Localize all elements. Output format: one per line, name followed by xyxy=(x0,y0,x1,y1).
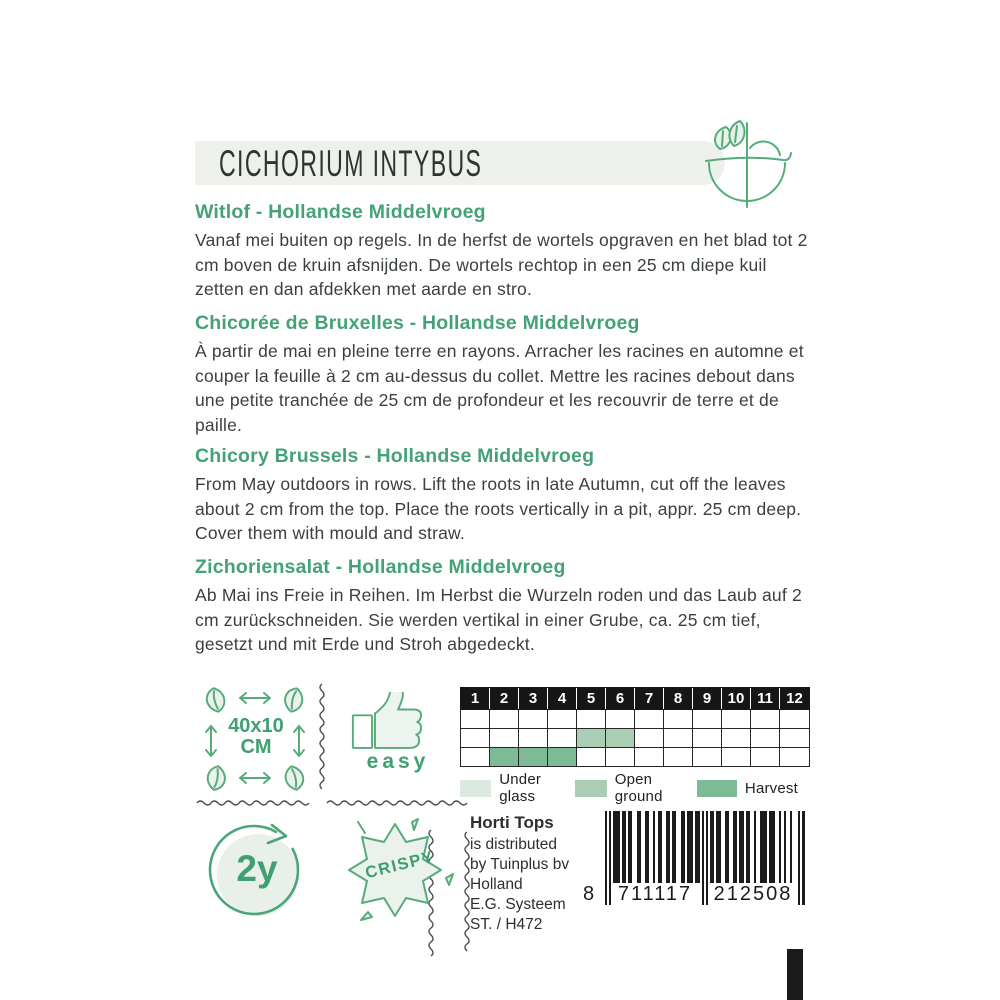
barcode-bar xyxy=(660,811,662,883)
barcode-bar xyxy=(683,811,685,883)
calendar-cell xyxy=(606,748,635,766)
calendar-month-cell: 3 xyxy=(519,688,548,709)
section-nl-title: Witlof - Hollandse Middelvroeg xyxy=(195,201,486,223)
barcode-digit-first: 8 xyxy=(583,883,597,905)
shelf-life-label: 2y xyxy=(236,848,278,889)
barcode-bar xyxy=(742,811,744,883)
calendar-cell xyxy=(548,748,577,766)
distributor-name: Horti Tops xyxy=(470,813,554,832)
barcode-bar xyxy=(653,811,655,883)
calendar-cell xyxy=(751,748,780,766)
barcode-bar xyxy=(609,811,611,905)
legend-swatch xyxy=(575,780,606,797)
calendar-cell xyxy=(780,748,809,766)
calendar-month-header xyxy=(460,687,810,710)
calendar-cell xyxy=(751,710,780,728)
calendar-cell xyxy=(577,710,606,728)
calendar-cell xyxy=(693,748,722,766)
calendar-cell xyxy=(490,748,519,766)
wavy-divider xyxy=(325,798,470,808)
calendar-cell xyxy=(606,729,635,747)
calendar-row-under-glass xyxy=(461,710,809,728)
legend-item xyxy=(575,771,684,805)
calendar-rows xyxy=(460,710,810,767)
barcode-bar xyxy=(697,811,699,883)
barcode-bar xyxy=(691,811,693,883)
distributor-line: E.G. Systeem xyxy=(470,896,566,913)
legend-swatch xyxy=(460,780,491,797)
calendar-month-cell: 2 xyxy=(490,688,519,709)
barcode-bar xyxy=(765,811,767,883)
ean-barcode xyxy=(583,811,818,911)
calendar-cell xyxy=(548,729,577,747)
calendar-month-cell: 9 xyxy=(693,688,722,709)
barcode-bar xyxy=(754,811,756,883)
calendar-cell xyxy=(751,729,780,747)
barcode-digits-left: 711117 xyxy=(617,883,693,905)
wavy-divider xyxy=(317,682,327,796)
salad-bowl-icon xyxy=(696,118,792,210)
calendar-cell xyxy=(519,729,548,747)
calendar-cell xyxy=(664,748,693,766)
barcode-bar xyxy=(790,811,792,883)
legend-label: Under glass xyxy=(499,771,542,805)
calendar-month-cell: 8 xyxy=(664,688,693,709)
calendar-cell xyxy=(490,729,519,747)
barcode-bar xyxy=(784,811,786,883)
legend-swatch xyxy=(697,780,737,797)
difficulty-label: easy xyxy=(366,750,430,773)
thumbs-up-icon xyxy=(350,692,446,752)
calendar-cell xyxy=(693,729,722,747)
distributor-line: by Tuinplus bv xyxy=(470,856,570,873)
calendar-month-cell: 1 xyxy=(461,688,490,709)
calendar-cell xyxy=(519,748,548,766)
calendar-cell xyxy=(577,748,606,766)
calendar-legend xyxy=(460,771,810,805)
calendar-cell xyxy=(635,748,664,766)
distributor-line: ST. / H472 xyxy=(470,916,543,933)
section-fr-body: À partir de mai en pleine terre en rayons. Arracher les racines en automne et couper la feuille à 2 cm au-dessus du collet. Mettre les racines debout dans une petite tranchée de 25 cm de profondeur et les recouvrir de terre et de paille. xyxy=(195,341,804,435)
section-en xyxy=(195,445,811,546)
calendar-cell xyxy=(577,729,606,747)
distributor-line: Holland xyxy=(470,876,523,893)
calendar-cell xyxy=(780,710,809,728)
sowing-calendar xyxy=(460,687,810,805)
barcode-bar xyxy=(639,811,641,883)
legend-label: Open ground xyxy=(614,771,663,805)
spacing-dimensions: 40x10 xyxy=(228,715,284,737)
header-band xyxy=(195,141,725,185)
section-nl xyxy=(195,201,811,302)
barcode-bar xyxy=(798,811,800,905)
calendar-cell xyxy=(722,729,751,747)
wavy-divider xyxy=(195,798,313,808)
calendar-cell xyxy=(693,710,722,728)
calendar-month-cell: 12 xyxy=(786,690,803,707)
barcode-bar xyxy=(779,811,781,883)
barcode-bar xyxy=(712,811,714,883)
calendar-cell xyxy=(722,710,751,728)
legend-item xyxy=(460,771,563,805)
calendar-cell xyxy=(722,748,751,766)
calendar-cell xyxy=(664,729,693,747)
calendar-month-cell: 11 xyxy=(751,688,780,709)
calendar-cell xyxy=(490,710,519,728)
barcode-bar xyxy=(668,811,670,883)
barcode-bar xyxy=(624,811,626,883)
section-de-title: Zichoriensalat - Hollandse Middelvroeg xyxy=(195,556,566,578)
barcode-bar xyxy=(674,811,676,883)
barcode-bar xyxy=(727,811,729,883)
barcode-bar xyxy=(618,811,620,883)
calendar-cell xyxy=(664,710,693,728)
spacing-value xyxy=(219,716,293,758)
barcode-bar xyxy=(630,811,632,883)
barcode-bar xyxy=(702,811,704,905)
section-de xyxy=(195,556,811,657)
section-en-body: From May outdoors in rows. Lift the roots in late Autumn, cut off the leaves about 2 cm from the top. Place the roots vertically in a pit, appr. 25 cm deep. Cover them with mould and straw. xyxy=(195,474,802,543)
print-registration-mark xyxy=(787,949,803,1000)
section-nl-body: Vanaf mei buiten op regels. In de herfst de wortels opgraven en het blad tot 2 cm boven de kruin afsnijden. De wortels rechtop in een 25 cm diepe kuil zetten en dan afdekken met aarde en stro. xyxy=(195,230,808,299)
calendar-cell xyxy=(461,729,490,747)
calendar-cell xyxy=(461,748,490,766)
distributor-line: is distributed xyxy=(470,836,558,853)
calendar-month-cell: 7 xyxy=(635,688,664,709)
calendar-cell xyxy=(461,710,490,728)
barcode-digits-right: 212508 xyxy=(713,883,793,905)
barcode-bar xyxy=(647,811,649,883)
section-de-body: Ab Mai ins Freie in Reihen. Im Herbst die Wurzeln roden und das Laub auf 2 cm zurückschneiden. Sie werden vertikal in einer Grube, ca. 25 cm tief, gesetzt und mit Erde und Stroh abgedeckt. xyxy=(195,585,802,654)
barcode-bar xyxy=(718,811,720,883)
spacing-unit: CM xyxy=(240,736,272,758)
section-fr-title: Chicorée de Bruxelles - Hollandse Middelvroeg xyxy=(195,312,640,334)
barcode-bar xyxy=(735,811,737,883)
calendar-cell xyxy=(635,710,664,728)
calendar-month-cell: 5 xyxy=(577,688,606,709)
calendar-cell xyxy=(519,710,548,728)
calendar-cell xyxy=(548,710,577,728)
calendar-month-cell: 10 xyxy=(722,688,751,709)
calendar-month-cell: 6 xyxy=(606,688,635,709)
calendar-month-cell: 4 xyxy=(548,688,577,709)
barcode-bar xyxy=(802,811,804,905)
section-en-title: Chicory Brussels - Hollandse Middelvroeg xyxy=(195,445,595,467)
barcode-bar xyxy=(706,811,708,905)
legend-item xyxy=(697,780,798,797)
crispy-label: CRISPY xyxy=(363,847,437,883)
calendar-cell xyxy=(635,729,664,747)
calendar-row-harvest xyxy=(461,747,809,766)
legend-label: Harvest xyxy=(744,779,798,797)
calendar-cell xyxy=(606,710,635,728)
barcode-bar xyxy=(605,811,607,905)
barcode-bar xyxy=(773,811,775,883)
calendar-cell xyxy=(780,729,809,747)
calendar-row-open-ground xyxy=(461,728,809,747)
botanical-name: CICHORIUM INTYBUS xyxy=(219,143,483,185)
section-fr xyxy=(195,312,811,437)
barcode-bar xyxy=(748,811,750,883)
